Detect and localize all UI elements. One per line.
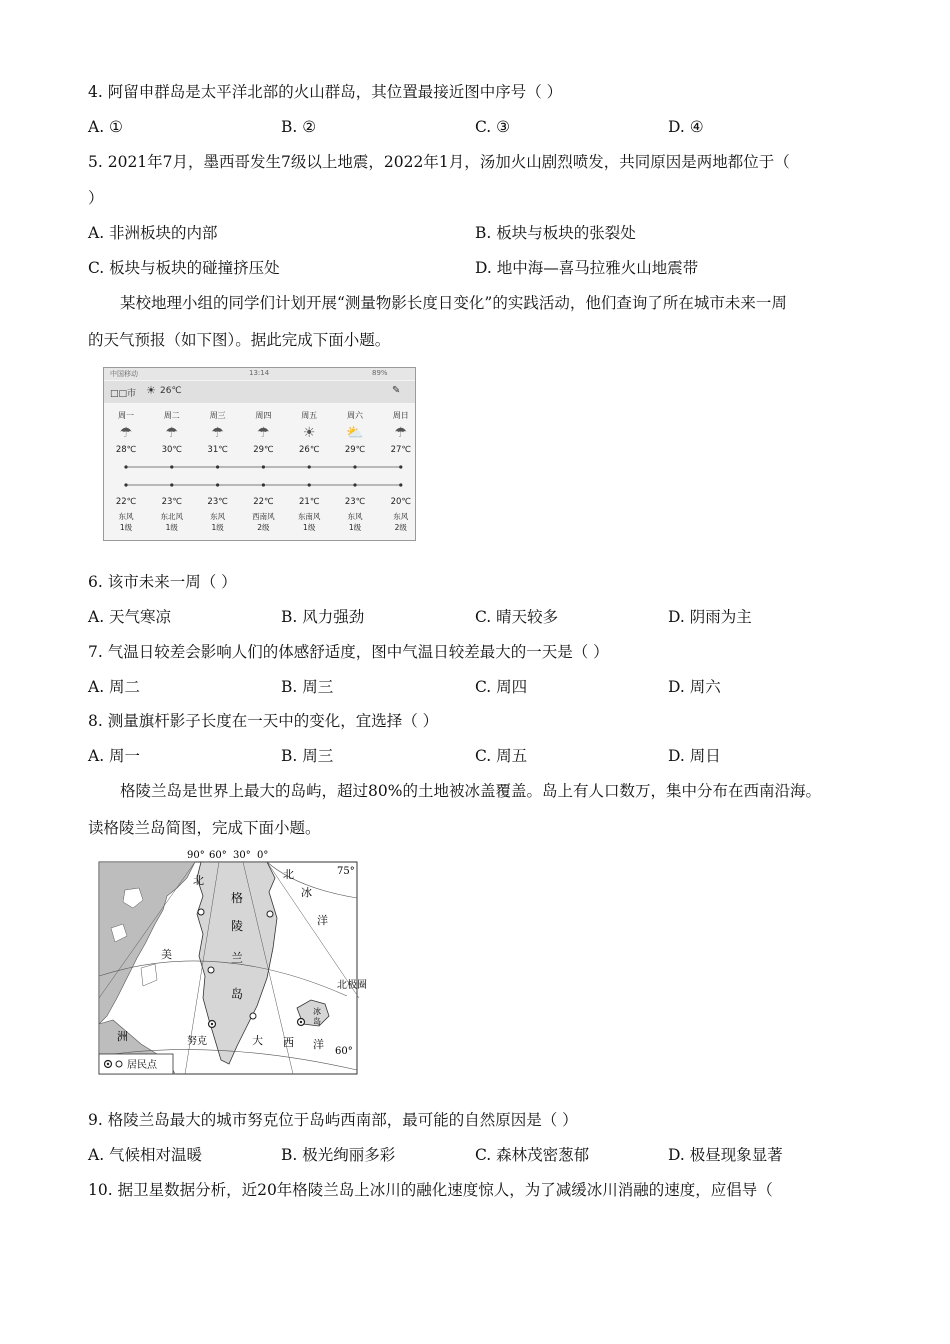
lon-label-60: 60° <box>209 850 227 861</box>
q4-option-a[interactable]: A. ① <box>88 118 123 136</box>
battery-label: 89% <box>372 369 388 377</box>
low-temp-line-point <box>170 483 173 486</box>
settlement-marker <box>198 909 204 915</box>
question-5-stem-cont: ） <box>88 189 104 207</box>
current-temp: 26℃ <box>160 386 182 396</box>
q6-option-d[interactable]: D. 阴雨为主 <box>668 608 752 626</box>
forecast-high-temp: 31℃ <box>207 445 228 455</box>
forecast-day-label: 周二 <box>163 411 180 420</box>
atlantic-char-3: 洋 <box>313 1038 324 1051</box>
forecast-wind-direction: 东风 <box>210 512 226 521</box>
forecast-high-temp: 27℃ <box>390 445 411 455</box>
lon-label-90: 90° <box>187 850 205 861</box>
forecast-day-label: 周六 <box>347 411 363 420</box>
intro-greenland-line1: 格陵兰岛是世界上最大的岛屿，超过80%的土地被冰盖覆盖。岛上有人口数万，集中分布在西南沿海。 <box>120 782 821 800</box>
high-temp-line-point <box>353 465 356 468</box>
forecast-day-label: 周日 <box>392 411 409 420</box>
status-time: 13:14 <box>249 369 270 377</box>
forecast-wind-direction: 东风 <box>393 512 409 521</box>
q4-option-d[interactable]: D. ④ <box>668 118 704 136</box>
q7-option-c[interactable]: C. 周四 <box>475 678 528 696</box>
q9-option-a[interactable]: A. 气候相对温暖 <box>88 1146 203 1164</box>
nuuk-marker-dot <box>211 1023 213 1025</box>
forecast-high-temp: 28℃ <box>115 445 137 455</box>
q5-option-c[interactable]: C. 板块与板块的碰撞挤压处 <box>88 259 280 277</box>
high-temp-line-point <box>216 465 219 468</box>
high-temp-line-point <box>124 465 127 468</box>
low-temp-line-point <box>124 483 127 486</box>
forecast-wind-level: 2级 <box>394 523 407 532</box>
question-4-stem: 4. 阿留申群岛是太平洋北部的火山群岛，其位置最接近图中序号（ ） <box>88 83 563 101</box>
island-name-char-3: 兰 <box>231 951 244 965</box>
question-5-stem: 5. 2021年7月，墨西哥发生7级以上地震，2022年1月，汤加火山剧烈喷发，共同原因是两地都位于（ <box>88 153 790 171</box>
q4-option-b[interactable]: B. ② <box>281 118 317 136</box>
q8-option-a[interactable]: A. 周一 <box>88 747 141 765</box>
low-temp-line-point <box>353 483 356 486</box>
forecast-wind-level: 1级 <box>211 523 224 532</box>
arctic-ocean-char-1: 北 <box>283 868 294 881</box>
low-temp-line-point <box>216 483 219 486</box>
north-america-char-3: 洲 <box>117 1030 128 1043</box>
iceland-char-1: 冰 <box>313 1007 321 1016</box>
weather-condition-icon: ☀ <box>302 425 316 441</box>
city-name: □□市 <box>110 389 137 399</box>
forecast-wind-level: 2级 <box>257 523 270 532</box>
weather-condition-icon: ☂ <box>257 425 270 441</box>
reykjavik-marker-dot <box>300 1021 302 1023</box>
q6-option-c[interactable]: C. 晴天较多 <box>475 608 559 626</box>
question-9-stem: 9. 格陵兰岛最大的城市努克位于岛屿西南部，最可能的自然原因是（ ） <box>88 1111 578 1129</box>
island-name-char-2: 陵 <box>231 919 244 933</box>
forecast-wind-level: 1级 <box>348 523 362 532</box>
north-america-char-2: 美 <box>161 948 172 961</box>
low-temp-line-point <box>262 483 265 486</box>
question-8-stem: 8. 测量旗杆影子长度在一天中的变化，宜选择（ ） <box>88 712 439 730</box>
high-temp-line-point <box>170 465 173 468</box>
atlantic-char-1: 大 <box>252 1034 263 1047</box>
arctic-ocean-char-2: 冰 <box>301 886 312 899</box>
forecast-wind-level: 1级 <box>303 523 316 532</box>
iceland-char-2: 岛 <box>313 1017 321 1026</box>
weather-condition-icon: ☂ <box>119 425 133 441</box>
arctic-ocean-char-3: 洋 <box>317 914 328 927</box>
forecast-wind-direction: 东北风 <box>160 512 184 521</box>
forecast-day-label: 周三 <box>209 411 226 420</box>
lon-label-0: 0° <box>257 850 269 861</box>
settlement-marker <box>250 1013 256 1019</box>
intro-weather-line1: 某校地理小组的同学们计划开展“测量物影长度日变化”的实践活动，他们查询了所在城市未来一周 <box>120 294 787 312</box>
lat-label-75: 75° <box>337 866 355 877</box>
q4-option-c[interactable]: C. ③ <box>475 118 511 136</box>
q9-option-b[interactable]: B. 极光绚丽多彩 <box>281 1146 396 1164</box>
q8-option-d[interactable]: D. 周日 <box>668 747 721 765</box>
forecast-low-temp: 23℃ <box>207 497 228 507</box>
weather-condition-icon: ☂ <box>211 425 224 441</box>
forecast-high-temp: 29℃ <box>253 445 274 455</box>
forecast-high-temp: 30℃ <box>161 445 182 455</box>
legend-label: 居民点 <box>127 1060 157 1071</box>
weather-condition-icon: ☂ <box>394 425 408 441</box>
settlement-marker <box>267 911 273 917</box>
low-temp-line-point <box>399 483 402 486</box>
forecast-low-temp: 21℃ <box>299 497 320 507</box>
sun-icon: ☀ <box>146 384 156 397</box>
nuuk-label: 努克 <box>187 1036 207 1047</box>
question-10-stem: 10. 据卫星数据分析，近20年格陵兰岛上冰川的融化速度惊人，为了减缓冰川消融的速度，应倡导（ <box>88 1181 773 1199</box>
forecast-wind-direction: 东风 <box>347 512 363 521</box>
q9-option-d[interactable]: D. 极昼现象显著 <box>668 1146 783 1164</box>
forecast-low-temp: 23℃ <box>344 497 366 507</box>
q5-option-b[interactable]: B. 板块与板块的张裂处 <box>475 224 636 242</box>
lon-label-30: 30° <box>233 850 251 861</box>
legend-town-icon <box>116 1061 122 1067</box>
island-name-char-4: 岛 <box>231 987 244 1001</box>
forecast-wind-direction: 东南风 <box>297 512 321 521</box>
carrier-label: 中国移动 <box>110 370 138 378</box>
forecast-wind-direction: 东风 <box>118 512 134 521</box>
forecast-wind-level: 1级 <box>165 523 178 532</box>
q9-option-c[interactable]: C. 森林茂密葱郁 <box>475 1146 590 1164</box>
high-temp-line-point <box>308 465 311 468</box>
forecast-low-temp: 23℃ <box>161 497 182 507</box>
question-7-stem: 7. 气温日较差会影响人们的体感舒适度，图中气温日较差最大的一天是（ ） <box>88 643 609 661</box>
q6-option-b[interactable]: B. 风力强劲 <box>281 608 365 626</box>
q5-option-d[interactable]: D. 地中海—喜马拉雅火山地震带 <box>475 259 699 277</box>
forecast-day-label: 周五 <box>301 411 318 420</box>
high-temp-line-point <box>262 465 265 468</box>
intro-greenland-line2: 读格陵兰岛简图，完成下面小题。 <box>88 819 321 837</box>
forecast-low-temp: 22℃ <box>253 497 274 507</box>
weather-condition-icon: ☂ <box>165 425 179 441</box>
forecast-wind-level: 1级 <box>119 523 133 532</box>
weather-condition-icon: ⛅ <box>346 425 364 441</box>
forecast-low-temp: 20℃ <box>390 497 411 507</box>
weather-forecast-figure <box>103 367 416 541</box>
greenland-map <box>97 848 367 1076</box>
q6-option-a[interactable]: A. 天气寒凉 <box>88 608 172 626</box>
forecast-high-temp: 29℃ <box>344 445 366 455</box>
q8-option-c[interactable]: C. 周五 <box>475 747 528 765</box>
settlement-marker <box>208 967 214 973</box>
q7-option-b[interactable]: B. 周三 <box>281 678 334 696</box>
atlantic-char-2: 西 <box>283 1036 294 1049</box>
q7-option-a[interactable]: A. 周二 <box>88 678 141 696</box>
q8-option-b[interactable]: B. 周三 <box>281 747 334 765</box>
q7-option-d[interactable]: D. 周六 <box>668 678 721 696</box>
legend-city-dot <box>107 1063 109 1065</box>
low-temp-line-point <box>308 483 311 486</box>
lat-label-60: 60° <box>335 1046 353 1057</box>
forecast-day-label: 周一 <box>118 411 134 420</box>
forecast-wind-direction: 西南风 <box>252 512 275 521</box>
forecast-low-temp: 22℃ <box>115 497 137 507</box>
forecast-high-temp: 26℃ <box>299 445 320 455</box>
question-6-stem: 6. 该市未来一周（ ） <box>88 573 237 591</box>
high-temp-line-point <box>399 465 402 468</box>
intro-weather-line2: 的天气预报（如下图）。据此完成下面小题。 <box>88 331 391 349</box>
north-america-char-1: 北 <box>193 874 204 887</box>
island-name-char-1: 格 <box>231 891 244 905</box>
arctic-circle-label: 北极圈 <box>337 980 367 991</box>
q5-option-a[interactable]: A. 非洲板块的内部 <box>88 224 218 242</box>
edit-icon[interactable]: ✎ <box>392 385 401 396</box>
forecast-day-label: 周四 <box>255 411 272 420</box>
